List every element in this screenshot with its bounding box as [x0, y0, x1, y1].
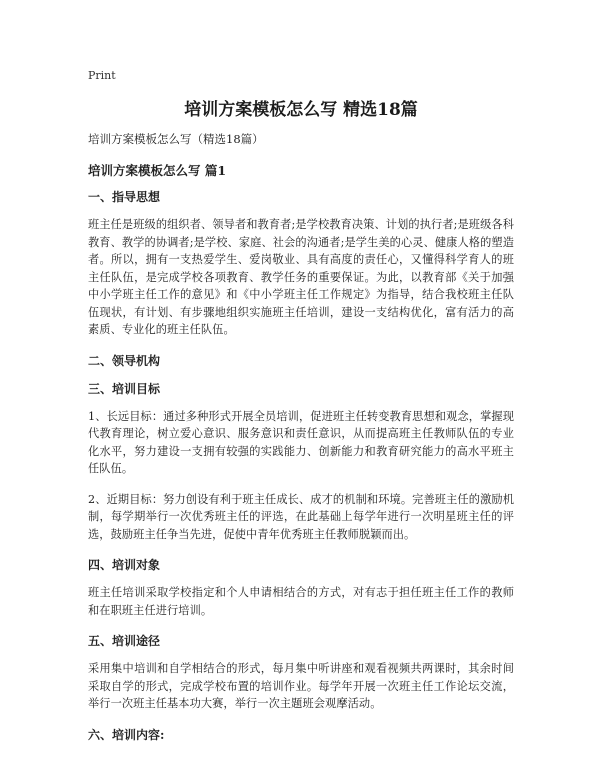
section-heading-leadership: 二、领导机构 — [88, 353, 161, 368]
document-subtitle: 培训方案模板怎么写（精选18篇） — [88, 132, 264, 146]
paragraph-short-term-goal: 2、近期目标：努力创设有利于班主任成长、成才的机制和环境。完善班主任的激励机制，每学期举行一次优秀班主任的评选，在此基础上每学年进行一次明星班主任的评选，鼓励班主任争当先进，促使中青年优秀班主任教师脱颖而出。 — [88, 492, 514, 541]
paragraph-long-term-goal: 1、长远目标：通过多种形式开展全员培训，促进班主任转变教育思想和观念，掌握现代教育理论，树立爱心意识、服务意识和责任意识，从而提高班主任教师队伍的专业化水平，努力建设一支拥有较强的实践能力、创新能力和教育研究能力的高水平班主任队伍。 — [88, 409, 514, 475]
section-heading-training-approach: 五、培训途径 — [88, 634, 161, 648]
print-label[interactable]: Print — [88, 69, 116, 82]
section-heading-training-content: 六、培训内容: — [88, 727, 165, 742]
part-title: 培训方案模板怎么写 篇1 — [88, 163, 227, 178]
document-title: 培训方案模板怎么写 精选18篇 — [184, 100, 418, 120]
paragraph-guiding-ideology: 班主任是班级的组织者、领导者和教育者;是学校教育决策、计划的执行者;是班级各科教育、教学的协调者;是学校、家庭、社会的沟通者;是学生美的心灵、健康人格的塑造者。所以，拥有一支热爱学生、爱岗敬业、具有高度的责任心，又懂得科学育人的班主任队伍，是完成学校各项教育、教学任务的重要保证。为此，以教育部《关于加强中小学班主任工作的意见》和《中小学班主任工作规定》为指导，结合我校班主任队伍现状，有计划、有步骤地组织实施班主任培训，建设一支结构优化，富有活力的高素质、专业化的班主任队伍。 — [88, 218, 514, 336]
document-page — [88, 68, 514, 754]
section-heading-training-targets: 四、培训对象 — [88, 558, 161, 572]
section-heading-guiding-ideology: 一、指导思想 — [88, 190, 161, 204]
paragraph-training-approach: 采用集中培训和自学相结合的形式，每月集中听讲座和观看视频共两课时，其余时间采取自学的形式，完成学校布置的培训作业。每学年开展一次班主任工作论坛交流，举行一次班主任基本功大赛，举行一次主题班会观摩活动。 — [88, 662, 514, 710]
paragraph-training-targets: 班主任培训采取学校指定和个人申请相结合的方式，对有志于担任班主任工作的教师和在职班主任进行培训。 — [88, 586, 514, 617]
section-heading-training-goals: 三、培训目标 — [88, 381, 161, 396]
